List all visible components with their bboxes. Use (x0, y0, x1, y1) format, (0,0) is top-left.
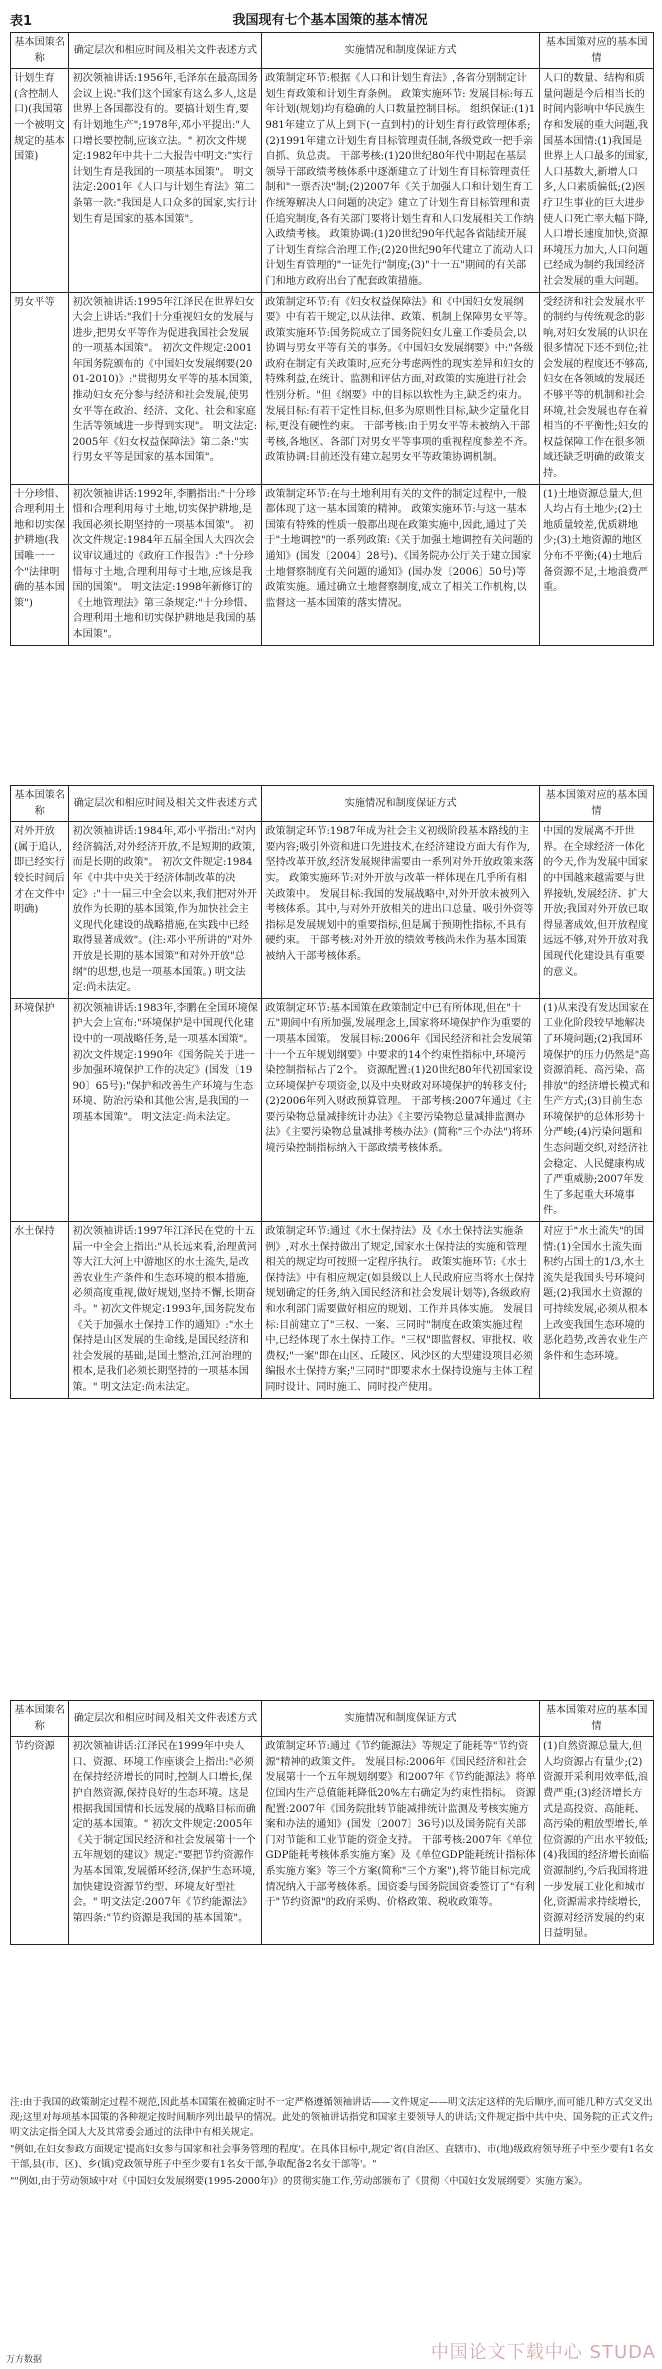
table-title-row (10, 6, 650, 32)
policy-confirm: 初次领袖讲话:1992年,李鹏指出:"十分珍惜和合理利用每寸土地,切实保护耕地,是我国必须长期坚持的一项基本国策"。 初次文件规定:1984年五届全国人大四次会议审议通过的《政府工作报告》:"十分珍惜每寸土地,合理利用每寸土地,应该是我国的国策"。 明文法定:1998年新修订的《土地管理法》第三条规定:"十分珍惜、合理利用土地和切实保护耕地是我国的基本国策"。 (69, 484, 262, 645)
policy-impl: 政策制定环节:基本国策在政策制定中已有所体现,但在"十五"期间中有所加强,发展理念上,国家将环境保护作为重要的一项基本国策。 发展目标:2006年《国民经济和社会发展第十一个五年规划纲要》中要求的14个约束性指标中,环境污染控制指标占了2个。 资源配置:(1)20世纪80年代初国家设立环境保护专项资金,以及中央财政对环境保护的转移支付;(2)2006年列入财政预算管理。 干部考核:2007年通过《主要污染物总量减排统计办法》《主要污染物总量减排监测办法》《主要污染物总量减排考核办法》(简称"三个办法")将环境污染控制指标纳入干部政绩考核体系。 (262, 998, 540, 1221)
header-impl: 实施情况和制度保证方式 (262, 1701, 540, 1737)
policy-basis: 对应于"水土流失"的国情:(1)全国水土流失面积约占国土的1/3,水土流失是我国头号环境问题;(2)我国水土资源的可持续发展,必须从根本上改变我国生态环境的恶化趋势,改善农业生产条件和生态环境。 (540, 1222, 654, 1399)
note-main: 注:由于我国的政策制定过程不规范,因此基本国策在被确定时不一定严格遵循领袖讲话——文件规定——明文法定这样的先后顺序,而可能几种方式交叉出现;这里对每项基本国策的各种规定按时间顺序列出最早的情况。此处的领袖讲话指党和国家主要领导人的讲话;文件规定指中共中央、国务院的正式文件;明文法定指全国人大及其常委会通过的法律中有相关规定。 (10, 2097, 653, 2138)
table-notes (10, 2095, 654, 2191)
table-row (11, 69, 654, 292)
header-name: 基本国策名称 (11, 1701, 69, 1737)
policy-basis: 人口的数量、结构和质量问题是今后相当长的时间内影响中华民族生存和发展的重大问题,我国基本国情:(1)我国是世界上人口最多的国家,人口基数大,新增人口多,人口素质偏低;(2)医疗卫生事业的巨大进步使人口死亡率大幅下降,人口增长速度加快,资源环境压力加大,人口问题已经成为制约我国经济社会发展的重大问题。 (540, 69, 654, 292)
policy-basis: (1)从来没有发达国家在工业化阶段较早地解决了环境问题;(2)我国环境保护的压力仍然是"高资源消耗、高污染、高排放"的经济增长模式和生产方式;(3)目前生态环境保护的总体形势十分严峻;(4)污染问题和生态问题交织,对经济社会稳定、人民健康构成了严重威胁;2007年发生了多起重大环境事件。 (540, 998, 654, 1221)
policy-basis: 受经济和社会发展水平的制约与传统观念的影响,对妇女发展的认识在很多情况下还不到位;社会发展的程度还不够高,妇女在各领域的发展还不够平等的机制和社会环境,社会发展也存在着相当的不平衡性;妇女的权益保障工作在很多领域还缺乏明确的政策支持。 (540, 292, 654, 484)
header-basis: 基本国策对应的基本国情 (540, 786, 654, 822)
header-impl: 实施情况和制度保证方式 (262, 33, 540, 69)
policy-table-part-3 (10, 1700, 654, 1945)
policy-table-part-1 (10, 32, 654, 646)
policy-name: 十分珍惜、合理利用土地和切实保护耕地(我国唯一一个"法律明确的基本国策") (11, 484, 69, 645)
policy-confirm: 初次领袖讲话:1956年,毛泽东在最高国务会议上说:"我们这个国家有这么多人,这是世界上各国都没有的。要搞计划生育,要有计划地生产";1978年,邓小平提出:"人口增长要控制,应该立法。" 初次文件规定:1982年中共十二大报告中明文:"实行计划生育是我国的一项基本国策"。 明文法定:2001年《人口与计划生育法》第二条第一款:"我国是人口众多的国家,实行计划生育是国家的基本国策"。 (69, 69, 262, 292)
table-row (11, 1222, 654, 1399)
policy-impl: 政策制定环节:根据《人口和计划生育法》,各省分别制定计划生育政策和计划生育条例。 政策实施环节: 发展目标:每五年计划(规划)均有稳确的人口数量控制目标。 组织保证:(1)1981年建立了从上到下(一直到村)的计划生育行政管理体系;(2)1991年建立计划生育目标管理责任制,各级党政一把手亲自抓、负总责。 干部考核:(1)20世纪80年代中期起在基层领导干部政绩考核体系中逐渐建立了计划生育目标管理责任制和"一票否决"制;(2)2007年《关于加强人口和计划生育工作统筹解决人口问题的决定》建立了计划生育目标管理和责任追究制度,各有关部门要将计划生育和人口发展相关工作纳入政绩考核。 政策协调:(1)20世纪90年代起各省陆续开展了计划生育综合治理工作;(2)20世纪90年代建立了流动人口计划生育管理的"一证先行"制度;(3)"十一五"期间的有关部门和地方政府出台了配套政策措施。 (262, 69, 540, 292)
policy-name: 对外开放(属于追认,即已经实行较长时间后才在文件中明确) (11, 822, 69, 999)
policy-impl: 政策制定环节:1987年成为社会主义初级阶段基本路线的主要内容;吸引外资和进口先进技术,在经济建设方面大有作为,坚持改革开放,经济发展规律需要由一系列对外开放政策来落实。 政策实施环节:对外开放与改革一样体现在几乎所有相关政策中。 发展目标:我国的发展战略中,对外开放未被列入考核体系。其中,与对外开放相关的进出口总量、吸引外资等指标是发展规划中的重要指标,但是属于预期性指标,不具有硬约束。 干部考核:对外开放的绩效考核尚未作为基本国策被纳入干部考核体系。 (262, 822, 540, 999)
policy-confirm: 初次领袖讲话:1984年,邓小平指出:"对内经济搞活,对外经济开放,不是短期的政策,而是长期的政策"。 初次文件规定:1984年《中共中央关于经济体制改革的决定》:"十一届三中全会以来,我们把对外开放作为长期的基本国策,作为加快社会主义现代化建设的战略措施,在实践中已经取得显著成效"。(注:邓小平所讲的"对外开放是长期的基本国策"和对外开放"总纲"的思想,也是一项基本国策。) 明文法定:尚未法定。 (69, 822, 262, 999)
policy-name: 计划生育(含控制人口)(我国第一个被明文规定的基本国策) (11, 69, 69, 292)
source-watermark-left: 万方数据 (6, 2355, 43, 2365)
policy-basis: 中国的发展离不开世界。在全球经济一体化的今天,作为发展中国家的中国越来越需要与世界接轨,发展经济、扩大开放;我国对外开放已取得显著成效,但开放程度远远不够,对外开放对我国现代化建设具有重要的意义。 (540, 822, 654, 999)
table-row (11, 484, 654, 645)
table-row (11, 822, 654, 999)
header-basis: 基本国策对应的基本国情 (540, 33, 654, 69)
table-title: 我国现有七个基本国策的基本情况 (232, 13, 428, 28)
header-impl: 实施情况和制度保证方式 (262, 786, 540, 822)
table-row (11, 1737, 654, 1945)
table-number: 表1 (10, 14, 33, 29)
header-confirm: 确定层次和相应时间及相关文件表述方式 (69, 1701, 262, 1737)
table-header-row (11, 1701, 654, 1737)
policy-name: 环境保护 (11, 998, 69, 1221)
policy-basis: (1)土地资源总量大,但人均占有土地少;(2)土地质量较差,优质耕地少;(3)土地资源的地区分布不平衡;(4)土地后备资源不足,土地浪费严重。 (540, 484, 654, 645)
policy-impl: 政策制定环节:有《妇女权益保障法》和《中国妇女发展纲要》中有若干规定,以从法律、政策、机制上保障男女平等。 政策实施环节:国务院成立了国务院妇女儿童工作委员会,以协调与男女平等有关的事务。《中国妇女发展纲要》中:"各级政府在制定有关政策时,应充分考虑两性的现实差异和妇女的特殊利益,在统计、监测和评估方面,对政策的实施进行社会性别分析。"但《纲要》中的目标以软性为主,缺乏约束力。 发展目标:有若干定性目标,但多为原则性目标,缺少定量化目标,更没有硬性约束。 干部考核:由于男女平等未被纳入干部考核,各地区、各部门对男女平等事项的重视程度参差不齐。 政策协调:目前还没有建立起男女平等政策协调机制。 (262, 292, 540, 484)
policy-impl: 政策制定环节:在与土地利用有关的文件的制定过程中,一般都体现了这一基本国策的精神。 政策实施环节:与这一基本国策有特殊的性质一般都出现在政策实施中,因此,通过了关于"土地调控"的一系列政策:《关于加强土地调控有关问题的通知》(国发〔2004〕28号)、《国务院办公厅关于建立国家土地督察制度有关问题的通知》(国办发〔2006〕50号)等政策实施。通过确立土地督察制度,成立了相关工作机构,以监督这一基本国策的落实情况。 (262, 484, 540, 645)
header-confirm: 确定层次和相应时间及相关文件表述方式 (69, 33, 262, 69)
header-basis: 基本国策对应的基本国情 (540, 1701, 654, 1737)
header-name: 基本国策名称 (11, 786, 69, 822)
policy-basis: (1)自然资源总量大,但人均资源占有量少;(2)资源开采利用效率低,浪费严重;(3)经济增长方式是高投资、高能耗、高污染的粗放型增长,单位资源的产出水平较低;(4)我国的经济增长面临资源制约,今后我国将进一步发展工业化和城市化,资源需求持续增长,资源对经济发展的约束日益明显。 (540, 1737, 654, 1945)
policy-confirm: 初次领袖讲话:1983年,李鹏在全国环境保护大会上宣布:"环境保护是中国现代化建设中的一项战略任务,是一项基本国策"。 初次文件规定:1990年《国务院关于进一步加强环境保护工作的决定》(国发〔1990〕65号):"保护和改善生产环境与生态环境、防治污染和其他公害,是我国的一项基本国策"。 明文法定:尚未法定。 (69, 998, 262, 1221)
header-name: 基本国策名称 (11, 33, 69, 69)
table-header-row (11, 33, 654, 69)
policy-name: 节约资源 (11, 1737, 69, 1945)
table-row (11, 292, 654, 484)
policy-confirm: 初次领袖讲话:江泽民在1999年中央人口、资源、环境工作座谈会上指出:"必须在保持经济增长的同时,控制人口增长,保护自然资源,保持良好的生态环境。这是根据我国国情和长远发展的战略目标而确定的基本国策。" 初次文件规定:2005年《关于制定国民经济和社会发展第十一个五年规划的建议》规定:"要把节约资源作为基本国策,发展循环经济,保护生态环境,加快建设资源节约型、环境友好型社会。" 明文法定:2007年《节约能源法》第四条:"节约资源是我国的基本国策"。 (69, 1737, 262, 1945)
table-header-row (11, 786, 654, 822)
policy-impl: 政策制定环节:通过《节约能源法》等规定了能耗等"节约资源"精神的政策文件。 发展目标:2006年《国民经济和社会发展第十一个五年规划纲要》和2007年《节约能源法》将单位国内生产总值能耗降低20%左右确定为约束性指标。 资源配置:2007年《国务院批转节能减排统计监测及考核实施方案和办法的通知》(国发〔2007〕36号)以及国务院有关部门对节能和工业节能的资金支持。 干部考核:2007年《单位GDP能耗考核体系实施方案》及《单位GDP能耗统计指标体系实施方案》等三个方案(简称"三个方案"),将节能目标完成情况纳入干部考核体系。国资委与国务院国资委签订了"有利于"节约资源"的政府采购、价格政策、税收政策等。 (262, 1737, 540, 1945)
source-watermark-right: 中国论文下载中心 STUDA (430, 2342, 656, 2363)
policy-name: 水土保持 (11, 1222, 69, 1399)
table-row (11, 998, 654, 1221)
policy-name: 男女平等 (11, 292, 69, 484)
policy-confirm: 初次领袖讲话:1995年江泽民在世界妇女大会上讲话:"我们十分重视妇女的发展与进步,把男女平等作为促进我国社会发展的一项基本国策"。 初次文件规定:2001年国务院颁布的《中国妇女发展纲要(2001-2010)》:"贯彻男女平等的基本国策,推动妇女充分参与经济和社会发展,使男女平等在政治、经济、文化、社会和家庭生活等领域进一步得到实现"。 明文法定:2005年《妇女权益保障法》第二条:"实行男女平等是国家的基本国策"。 (69, 292, 262, 484)
header-confirm: 确定层次和相应时间及相关文件表述方式 (69, 786, 262, 822)
note-footnote-1: "例如,在妇女参政方面规定'提高妇女参与国家和社会事务管理的程度'。在具体目标中,规定'省(自治区、直辖市)、市(地)级政府领导班子中至少要有1名女干部,县(市、区)、乡(镇)党政领导班子中至少要有1名女干部,争取配备2名女干部等'。" (10, 2144, 654, 2170)
policy-confirm: 初次领袖讲话:1997年江泽民在党的十五届一中全会上指出:"从长远来看,治理黄河等大江大河上中游地区的水土流失,是改善农业生产条件和生态环境的根本措施,必须高度重视,做好规划,坚持不懈,长期奋斗。" 初次文件规定:1993年,国务院发布《关于加强水土保持工作的通知》:"水土保持是山区发展的生命线,是国民经济和社会发展的基础,是国土整治,江河治理的根本,是我们必须长期坚持的一项基本国策。" 明文法定:尚未法定。 (69, 1222, 262, 1399)
policy-impl: 政策制定环节:通过《水土保持法》及《水土保持法实施条例》,对水土保持做出了规定,国家水土保持法的实施和管理相关的规定均可按照一定程序执行。 政策实施环节:《水土保持法》中有相应规定(如县级以上人民政府应当将水土保持规划确定的任务,纳入国民经济和社会发展计划等),各级政府和水利部门需要做好相应的规划、工作并具体实施。 发展目标:目前建立了"三权、一案、三同时"制度在政策实施过程中,已经体现了水土保持工作。"三权"即监督权、审批权、收费权;"一案"即在山区、丘陵区、风沙区的大型建设项目必须编报水土保持方案;"三同时"即要求水土保持设施与主体工程同时设计、同时施工、同时投产使用。 (262, 1222, 540, 1399)
policy-table-part-2 (10, 785, 654, 1399)
note-footnote-2: ""例如,由于劳动领域中对《中国妇女发展纲要(1995-2000年)》的贯彻实施工作,劳动部颁布了《贯彻〈中国妇女发展纲要〉实施方案》。 (10, 2176, 589, 2187)
